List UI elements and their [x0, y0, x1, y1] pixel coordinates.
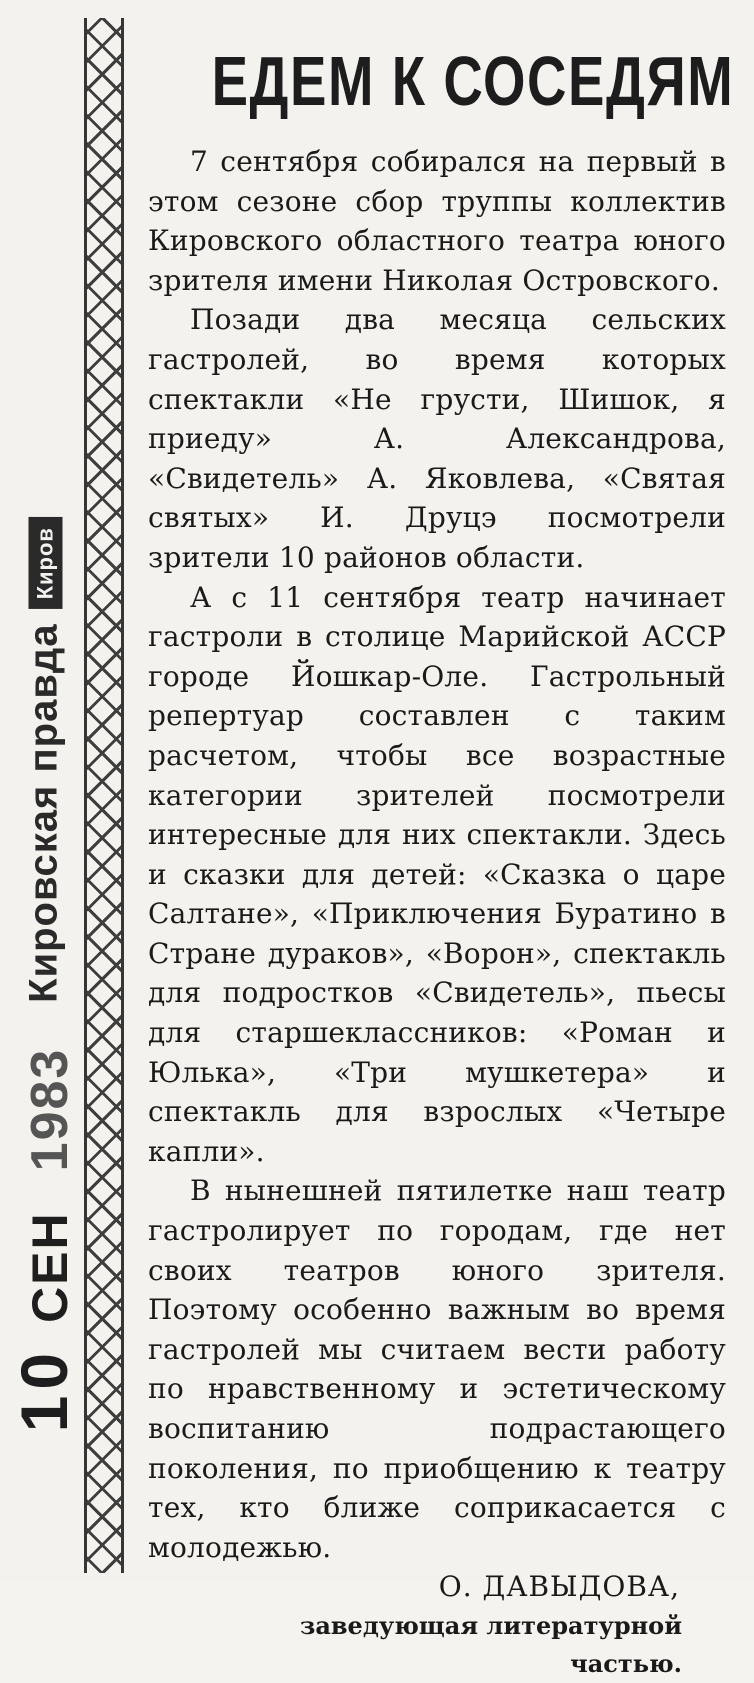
article-paragraph: 7 сентября собирался на первый в этом сезоне сбор труппы коллектив Кировского областного театра юного зрителя имени Николая Островского.	[148, 145, 726, 297]
author-name: О. ДАВЫДОВА,	[438, 1570, 680, 1604]
date-stamp	[6, 1048, 82, 1433]
date-year: 1983	[21, 1047, 79, 1172]
article-paragraph: А с 11 сентября театр начинает гастроли в столице Марийской АССР городе Йошкар-Оле. Гастрольный репертуар составлен с таким расчетом, чтобы все возрастные категории зрителей посмотрели интересные для них спектакли. Здесь и сказки для детей: «Сказка о царе Салтане», «Приключения Буратино в Стране дураков», «Ворон», спектакль для подростков «Свидетель», пьесы для старшеклассников: «Роман и Юлька», «Три мушкетера» и спектакль для взрослых «Четыре капли».	[148, 580, 726, 1168]
article-paragraph: В нынешней пятилетке наш театр гастролирует по городам, где нет своих театров юного зрителя. Поэтому особенно важным во время гастролей мы считаем вести работу по нравственному и эстетическому воспитанию подрастающего поколения, по приобщению к театру тех, кто ближе соприкасается с молодежью.	[148, 1174, 726, 1564]
article	[148, 30, 735, 1679]
archive-stamp	[0, 0, 84, 1581]
article-title: ЕДЕМ К СОСЕДЯМ	[211, 42, 735, 120]
author-role-line2: частью.	[570, 1649, 682, 1679]
newspaper-city: Киров	[29, 517, 63, 609]
decorative-border	[84, 18, 124, 1573]
date-day: 10	[7, 1346, 81, 1433]
newspaper-name: Кировская правда	[21, 623, 66, 1003]
author-role: заведующая литературной	[300, 1611, 682, 1641]
date-month: СЕН	[22, 1211, 78, 1323]
article-paragraph: Позади два месяца сельских гастролей, во время которых спектакли «Не грусти, Шишок, я приеду» А. Александрова, «Свидетель» А. Яковлева, «Святая святых» И. Друцэ посмотрели зрители 10 районов области.	[148, 303, 726, 574]
newspaper-name-stamp	[22, 517, 67, 1003]
